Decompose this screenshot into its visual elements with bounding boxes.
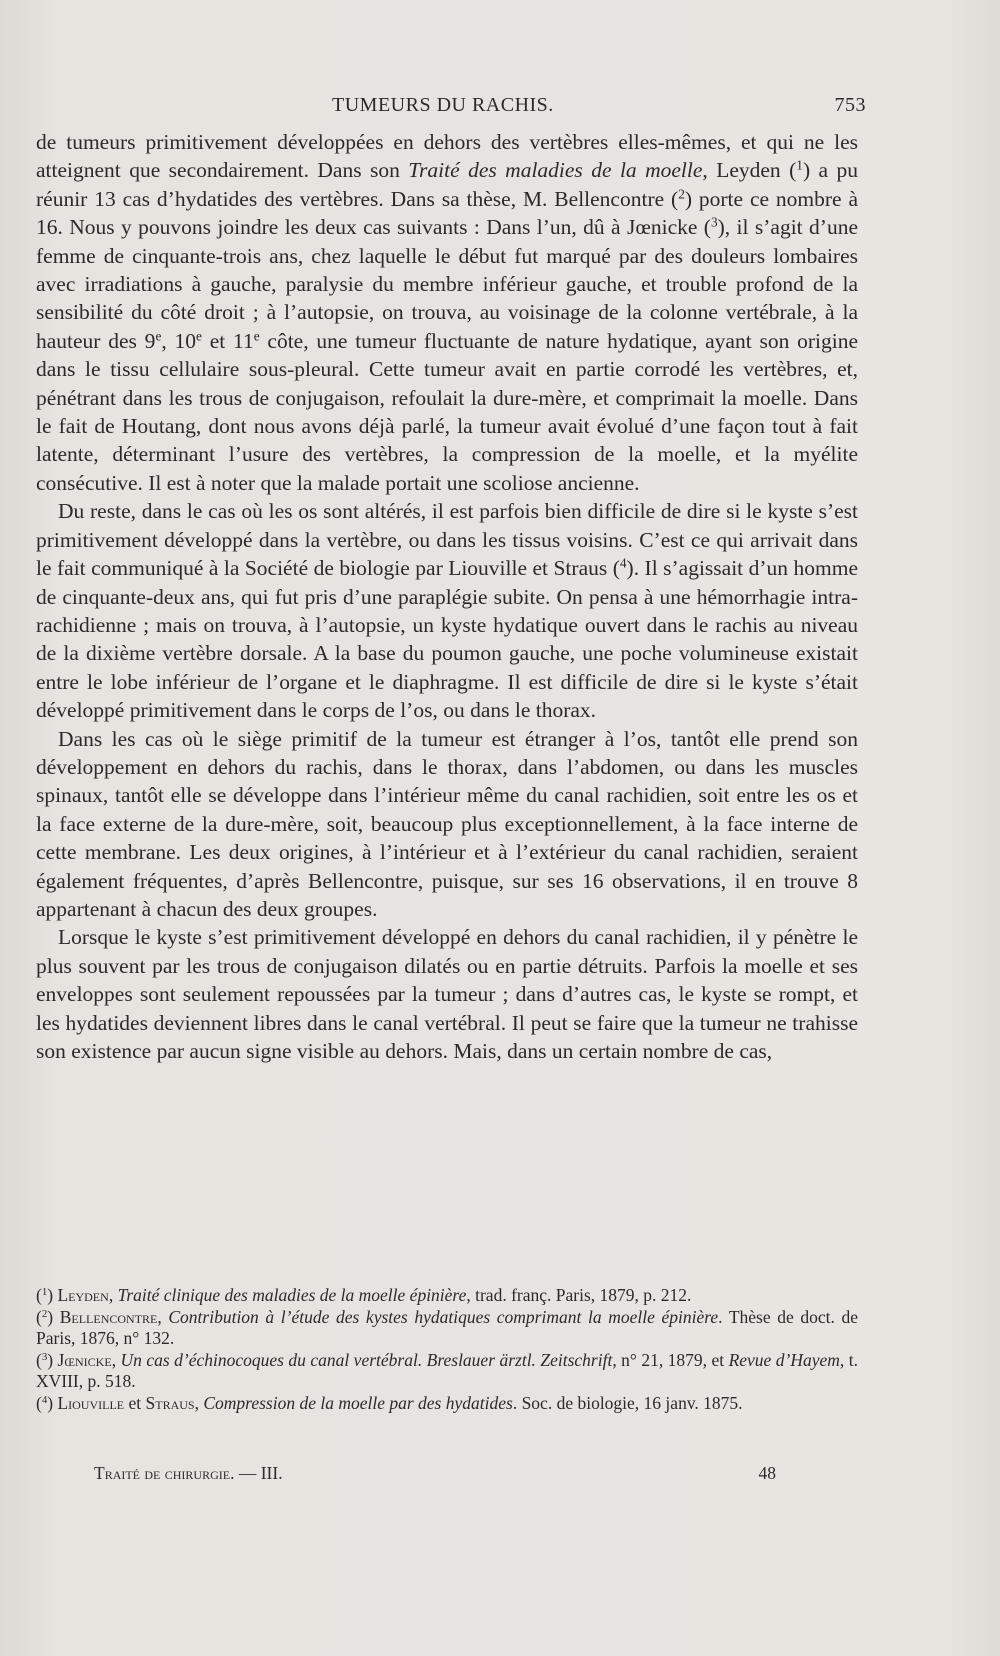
text-run: Lorsque le kyste s’est primitivement développé en dehors du canal rachidien, il y pénètre le plus souvent par les trous de conjugaison dilatés ou en partie détruits. Parfois la moelle et ses enveloppes sont seulement repoussées par la tumeur ; dans d’autres cas, le kyste se rompt, et les hydatides deviennent libres dans le canal vertébral. Il peut se faire que la tumeur ne trahisse son existence par aucun signe visible au dehors. Mais, dans un certain nombre de cas, [36,925,858,1063]
footnote [36,1307,858,1350]
paragraph [36,497,858,724]
text-run: , [108,1285,118,1305]
superscript: 1 [796,158,803,174]
text-run: ( [36,1306,42,1327]
text-run: ( [36,1349,42,1370]
italic-text: Compression de la moelle par des hydatides [203,1392,513,1413]
footnote [36,1285,858,1307]
superscript: 3 [41,1350,48,1363]
text-run: , 10 [161,328,197,353]
superscript: 1 [41,1286,48,1299]
footnote [36,1393,858,1415]
author-name: Bellencontre [59,1306,158,1327]
superscript: 2 [678,186,685,202]
text-run: ) [47,1285,58,1305]
page-footer [36,1463,858,1489]
footnote [36,1350,858,1393]
text-run: , [111,1349,121,1370]
text-run: Dans les cas où le siège primitif de la tumeur est étranger à l’os, tantôt elle prend son développement en dehors du rachis, dans le thorax, dans l’abdomen, ou dans les muscles spinaux, tantôt elle se développe dans l’intérieur même du canal rachidien, soit entre les os et la face externe de la dure-mère, soit, beaucoup plus exceptionnellement, à la face interne de cette membrane. Les deux origines, à l’intérieur et à l’extérieur du canal rachidien, seraient également fréquentes, d’après Bellencontre, puisque, sur ses 16 observations, il en trouve 8 appartenant à chacun des deux groupes. [36,726,858,921]
signature-mark: 48 [758,1463,776,1483]
italic-text: Traité clinique des maladies de la moelle épinière [117,1285,467,1305]
text-run: , trad. franç. Paris, 1879, p. 212. [466,1285,692,1305]
text-run: Du reste, dans le cas où les os sont altérés, il est parfois bien difficile de dire si le kyste s’est primitivement développé dans la vertèbre, ou dans les tissus voisins. C’est ce qui arrivait dans le fait communiqué à la Société de biologie par Liouville et Straus ( [36,499,858,581]
text-run: ). Il s’agissait d’un homme de cinquante-deux ans, qui fut pris d’une paraplégie subite. On pensa à une hémorrhagie intra-rachidienne ; mais on trouva, à l’autopsie, un kyste hydatique ouvert dans le rachis au niveau de la dixième vertèbre dorsale. A la base du poumon gauche, une poche volumineuse existait entre le lobe inférieur de l’organe et le diaphragme. Il est difficile de dire si le kyste s’était développé primitivement dans le corps de l’os, ou dans le thorax. [36,556,858,723]
text-run: . Thèse de doct. de Paris, 1876, n° 132. [36,1306,859,1349]
text-run: , [157,1306,169,1327]
author-name: Straus [145,1392,195,1413]
page-number: 753 [834,94,866,116]
text-run: ( [36,1392,42,1413]
running-title: TUMEURS DU RACHIS. [332,94,554,116]
running-head [36,94,866,124]
superscript: 2 [41,1307,48,1320]
text-run: ) a pu réunir 13 cas d’hydatides des vertèbres. Dans sa thèse, M. Bellencontre ( [36,158,858,211]
author-name: Liouville [57,1392,125,1413]
superscript: 4 [41,1394,48,1407]
text-run: côte, une tumeur fluctuante de nature hydatique, ayant son origine dans le tissu cellulaire sous-pleural. Cette tumeur avait en partie corrodé les vertèbres, et, pénétrant dans les trous de conjugaison, refoulait la dure-mère, et comprimait la moelle. Dans le fait de Houtang, dont nous avons déjà parlé, la tumeur avait évolué d’une façon tout à fait latente, déterminant l’usure des vertèbres, la compression de la moelle, et la myélite consécutive. Il est à noter que la malade portait une scoliose ancienne. [36,328,858,495]
text-run: et 11 [201,328,254,353]
paragraph [36,923,858,1065]
superscript: 4 [619,555,627,571]
italic-text: Revue d’Hayem [728,1349,840,1370]
text-run: ), il s’agit d’une femme de cinquante-trois ans, chez laquelle le début fut marqué par des douleurs lombaires avec irradiations à gauche, paralysie du membre inférieur gauche, et trouble profond de la sensibilité du côté droit ; à l’autopsie, on trouva, au voisinage de la colonne vertébrale, à la hauteur des 9 [36,215,858,353]
paragraph [36,725,858,924]
text-run: ) [47,1349,58,1370]
text-run: , Leyden ( [702,158,797,183]
text-run: ) porte ce nombre à 16. Nous y pouvons joindre les deux cas suivants : Dans l’un, dû à Jœnicke ( [36,186,858,240]
superscript: e [155,328,162,344]
author-name: Leyden [57,1285,109,1305]
superscript: e [196,328,202,344]
text-run: ( [36,1285,42,1305]
superscript: e [253,328,260,344]
text-run: , [194,1392,204,1413]
text-run: , t. XVIII, p. 518. [36,1349,858,1392]
author-name: Jœnicke [57,1349,112,1370]
text-run: ) [47,1306,60,1327]
footnotes [36,1285,858,1415]
text-run: et [124,1392,146,1413]
text-run: . Soc. de biologie, 16 janv. 1875. [512,1392,743,1413]
book-title-signature: Traité de chirurgie. — III. [94,1463,283,1483]
superscript: 3 [710,214,718,230]
italic-text: Traité des maladies de la moelle [408,158,703,183]
paragraph [36,128,858,497]
italic-text: Contribution à l’étude des kystes hydatiques comprimant la moelle épinière [168,1306,719,1327]
main-text [36,128,858,1065]
italic-text: Un cas d’échinocoques du canal vertébral. Breslauer ärztl. Zeitschrift [120,1349,613,1370]
text-run: ) [47,1392,58,1413]
text-run: , n° 21, 1879, et [612,1349,729,1370]
text-run: de tumeurs primitivement développées en dehors des vertèbres elles-mêmes, et qui ne les atteignent que secondairement. Dans son [36,130,858,183]
